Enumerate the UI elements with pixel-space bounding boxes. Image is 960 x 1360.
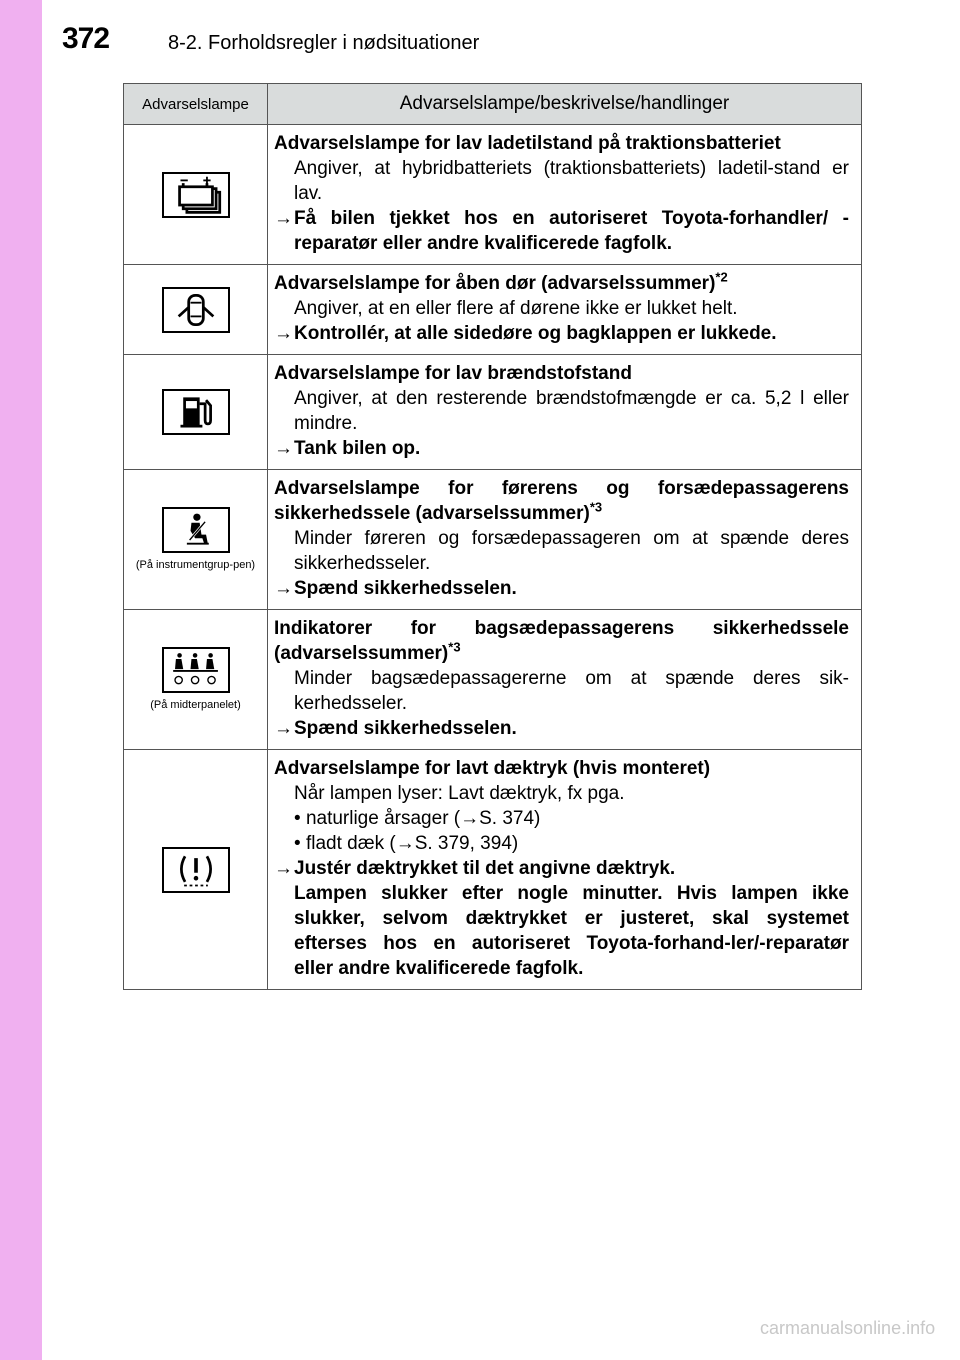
icon-cell	[124, 610, 268, 750]
tire-pressure-icon	[162, 847, 230, 893]
row-action: →Tank bilen op.	[274, 438, 421, 459]
warning-lights-table	[123, 83, 862, 990]
footnote-marker: *3	[589, 499, 603, 515]
traction-battery-icon	[162, 172, 230, 218]
seatbelt-icon	[162, 507, 230, 553]
description-cell	[268, 355, 862, 470]
row-title: Advarselslampe for førerens og forsædepassagerens sikkerhedssele (advarselssummer)$^{*3}$	[274, 478, 849, 524]
section-title: 8-2. Forholdsregler i nødsituationer	[168, 32, 480, 54]
row-description: Minder bagsædepassagererne om at spænde deres sik-kerhedsseler.	[294, 668, 849, 714]
rear-seatbelt-icon	[162, 647, 230, 693]
table-row	[124, 125, 862, 265]
chapter-tab-strip	[0, 0, 42, 1360]
row-action: →Kontrollér, at alle sidedøre og bagklappen er lukkede.	[274, 323, 777, 344]
row-title: Advarselslampe for lav brændstofstand	[274, 363, 632, 384]
icon-caption: (På midterpanelet)	[150, 699, 241, 711]
row-note: Lampen slukker efter nogle minutter. Hvis lampen ikke slukker, selvom dæktrykket er justeret, skal systemet efterses hos en autoriseret Toyota-forhand-ler/-reparatør eller andre kvalificerede fagfolk.	[294, 883, 849, 979]
description-cell	[268, 470, 862, 610]
arrow-icon: →	[274, 578, 293, 599]
watermark: carmanualsonline.info	[760, 1318, 936, 1338]
list-item: • naturlige årsager (→S. 374)	[294, 808, 541, 829]
icon-cell	[124, 750, 268, 990]
list-item: • fladt dæk (→S. 379, 394)	[294, 833, 519, 854]
col-header-icon: Advarselslampe	[124, 84, 268, 125]
col-header-description: Advarselslampe/beskrivelse/handlinger	[268, 84, 862, 125]
row-action: →Justér dæktrykket til det angivne dæktryk.	[274, 858, 676, 879]
icon-cell	[124, 355, 268, 470]
footnote-marker: *3	[448, 639, 461, 655]
row-action: →Få bilen tjekket hos en autoriseret Toyota-forhandler/ -reparatør eller andre kvalificerede fagfolk.	[274, 208, 849, 254]
door-open-icon	[162, 287, 230, 333]
arrow-icon: →	[274, 718, 293, 739]
icon-cell	[124, 265, 268, 355]
table-header-row	[124, 84, 862, 125]
icon-caption: (På instrumentgrup-pen)	[135, 559, 256, 571]
row-title: Advarselslampe for lavt dæktryk (hvis monteret)	[274, 758, 711, 779]
row-description: Minder føreren og forsædepassageren om at spænde deres sikkerhedsseler.	[294, 528, 849, 574]
row-description: Når lampen lyser: Lavt dæktryk, fx pga.	[294, 783, 625, 804]
table-row	[124, 750, 862, 990]
row-action: →Spænd sikkerhedsselen.	[274, 718, 517, 739]
icon-cell	[124, 470, 268, 610]
arrow-icon: →	[274, 858, 293, 879]
footnote-marker: *2	[715, 269, 728, 285]
arrow-icon: →	[274, 323, 293, 344]
arrow-icon: →	[274, 438, 293, 459]
row-action: →Spænd sikkerhedsselen.	[274, 578, 517, 599]
row-title: Advarselslampe for lav ladetilstand på traktionsbatteriet	[274, 133, 781, 154]
row-description: Angiver, at den resterende brændstofmængde er ca. 5,2 l eller mindre.	[294, 388, 849, 434]
table-row	[124, 610, 862, 750]
row-title: Indikatorer for bagsædepassagerens sikkerhedssele (advarselssummer)$^{*3}$	[274, 618, 849, 664]
page-number: 372	[62, 22, 110, 55]
row-description: Angiver, at hybridbatteriets (traktionsbatteriets) ladetil-stand er lav.	[294, 158, 849, 204]
row-description: Angiver, at en eller flere af dørene ikke er lukket helt.	[294, 298, 738, 319]
table-row	[124, 470, 862, 610]
table-row	[124, 265, 862, 355]
table-row	[124, 355, 862, 470]
description-cell	[268, 750, 862, 990]
description-cell	[268, 610, 862, 750]
fuel-pump-icon	[162, 389, 230, 435]
icon-cell	[124, 125, 268, 265]
arrow-icon: →	[274, 208, 293, 229]
row-title: Advarselslampe for åben dør (advarselssummer)$^{*2}$	[274, 269, 728, 294]
description-cell	[268, 265, 862, 355]
description-cell	[268, 125, 862, 265]
